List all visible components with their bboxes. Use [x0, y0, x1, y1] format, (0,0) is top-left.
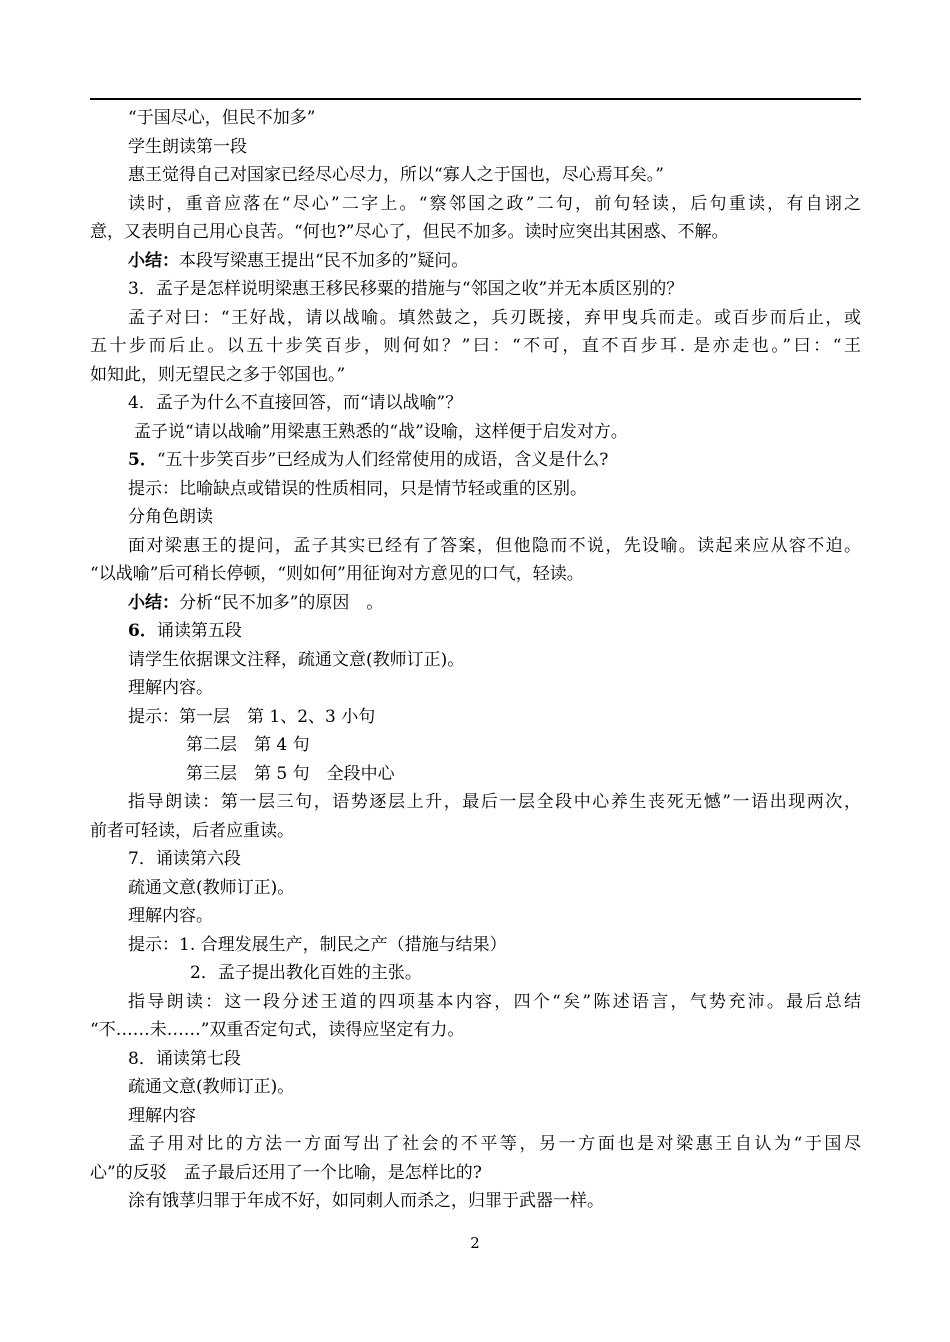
text-line — [90, 218, 861, 247]
line-text: 提示：1. 合理发展生产，制民之产（措施与结果） — [128, 934, 507, 955]
line-text: 指导朗读：这一段分述王道的四项基本内容，四个“矣”陈述语言，气势充沛。最后总结 — [128, 991, 861, 1012]
text-line — [90, 931, 861, 960]
text-line — [90, 731, 861, 760]
text-line — [90, 1045, 861, 1074]
text-line — [90, 617, 861, 646]
line-text: “于国尽心，但民不加多” — [128, 108, 316, 128]
line-text: 本段写梁惠王提出“民不加多的”疑问。 — [179, 250, 469, 271]
line-text: 指导朗读：第一层三句，语势逐层上升，最后一层全段中心养生丧死无憾”一语出现两次， — [128, 792, 861, 812]
line-text: 疏通文意(教师订正)。 — [128, 1077, 295, 1097]
text-line — [90, 275, 861, 304]
text-line — [90, 646, 861, 675]
page-number: 2 — [470, 1234, 480, 1252]
text-line — [90, 1159, 861, 1188]
line-text: 分析“民不加多”的原因 。 — [179, 592, 384, 613]
line-text: 8．诵读第七段 — [128, 1048, 241, 1069]
line-text: 请学生依据课文注释，疏通文意(教师订正)。 — [128, 649, 465, 670]
line-text: “不……未……”双重否定句式，读得应坚定有力。 — [90, 1020, 465, 1040]
text-line — [90, 1102, 861, 1131]
text-line — [90, 104, 861, 133]
text-line — [90, 389, 861, 418]
line-text: 如知此，则无望民之多于邻国也。” — [90, 364, 346, 385]
text-line — [90, 503, 861, 532]
text-line — [90, 161, 861, 190]
line-text: 理解内容。 — [128, 906, 213, 926]
text-line — [90, 418, 861, 447]
text-line — [90, 874, 861, 903]
line-text: 4．孟子为什么不直接回答，而“请以战喻”？ — [128, 393, 463, 413]
line-text: 意，又表明自己用心良苦。“何也?”尽心了，但民不加多。读时应突出其困惑、不解。 — [90, 222, 729, 242]
line-text: 理解内容 — [128, 1105, 196, 1126]
text-line — [90, 332, 861, 361]
text-line — [90, 1073, 861, 1102]
line-text: 3．孟子是怎样说明梁惠王移民移粟的措施与“邻国之收”并无本质区别的？ — [128, 279, 684, 299]
text-line — [90, 475, 861, 504]
line-text: 孟子用对比的方法一方面写出了社会的不平等，另一方面也是对梁惠王自认为“于国尽 — [128, 1134, 861, 1154]
line-text: 诵读第五段 — [156, 621, 242, 641]
text-line — [90, 247, 861, 276]
line-text: 提示：第一层 第 1、2、3 小句 — [128, 706, 376, 727]
text-line — [90, 133, 861, 162]
text-line — [90, 532, 861, 561]
line-text: 面对梁惠王的提问，孟子其实已经有了答案，但他隐而不说，先设喻。读起来应从容不迫。 — [128, 535, 861, 556]
bold-label: 小结： — [128, 592, 179, 613]
text-line — [90, 760, 861, 789]
line-text: 孟子对曰：“王好战，请以战喻。填然鼓之，兵刃既接，弃甲曳兵而走。或百步而后止，或 — [128, 307, 861, 328]
bold-label: 6． — [128, 621, 157, 641]
line-text: 前者可轻读，后者应重读。 — [90, 820, 294, 841]
line-text: 读时，重音应落在“尽心”二字上。“察邻国之政”二句，前句轻读，后句重读，有自诩之 — [128, 193, 861, 214]
bold-label: 5． — [128, 450, 157, 470]
text-line — [90, 703, 861, 732]
line-text: 孟子说“请以战喻”用梁惠王熟悉的“战”设喻，这样便于启发对方。 — [134, 421, 628, 442]
text-line — [90, 361, 861, 390]
body-text — [90, 104, 861, 1216]
text-line — [90, 1187, 861, 1216]
line-text: 7．诵读第六段 — [128, 849, 241, 869]
line-text: 第二层 第 4 句 — [186, 735, 310, 755]
text-line — [90, 845, 861, 874]
line-text: 2．孟子提出教化百姓的主张。 — [190, 963, 422, 983]
text-line — [90, 674, 861, 703]
text-line — [90, 304, 861, 333]
line-text: 五十步而后止。以五十步笑百步，则何如？”曰：“不可，直不百步耳. 是亦走也。”曰：“王 — [90, 336, 861, 356]
line-text: 提示：比喻缺点或错误的性质相同，只是情节轻或重的区别。 — [128, 478, 587, 499]
line-text: “以战喻”后可稍长停顿，“则如何”用征询对方意见的口气，轻读。 — [90, 564, 584, 584]
line-text: 分角色朗读 — [128, 507, 213, 527]
line-text: 涂有饿莩归罪于年成不好，如同刺人而杀之，归罪于武器一样。 — [128, 1191, 604, 1211]
line-text: 心”的反驳 孟子最后还用了一个比喻，是怎样比的? — [90, 1162, 482, 1183]
text-line — [90, 1016, 861, 1045]
text-line — [90, 446, 861, 475]
line-text: 理解内容。 — [128, 678, 213, 698]
text-line — [90, 190, 861, 219]
bold-label: 小结： — [128, 250, 179, 271]
text-line — [90, 959, 861, 988]
text-line — [90, 589, 861, 618]
line-text: 惠王觉得自己对国家已经尽心尽力，所以“寡人之于国也，尽心焉耳矣。” — [128, 165, 664, 185]
text-line — [90, 817, 861, 846]
header-rule — [90, 98, 861, 100]
text-line — [90, 1130, 861, 1159]
text-line — [90, 988, 861, 1017]
line-text: 学生朗读第一段 — [128, 136, 247, 157]
line-text: 疏通文意(教师订正)。 — [128, 877, 295, 898]
text-line — [90, 902, 861, 931]
text-line — [90, 788, 861, 817]
line-text: “五十步笑百步”已经成为人们经常使用的成语，含义是什么? — [156, 450, 609, 470]
line-text: 第三层 第 5 句 全段中心 — [186, 763, 395, 784]
text-line — [90, 560, 861, 589]
